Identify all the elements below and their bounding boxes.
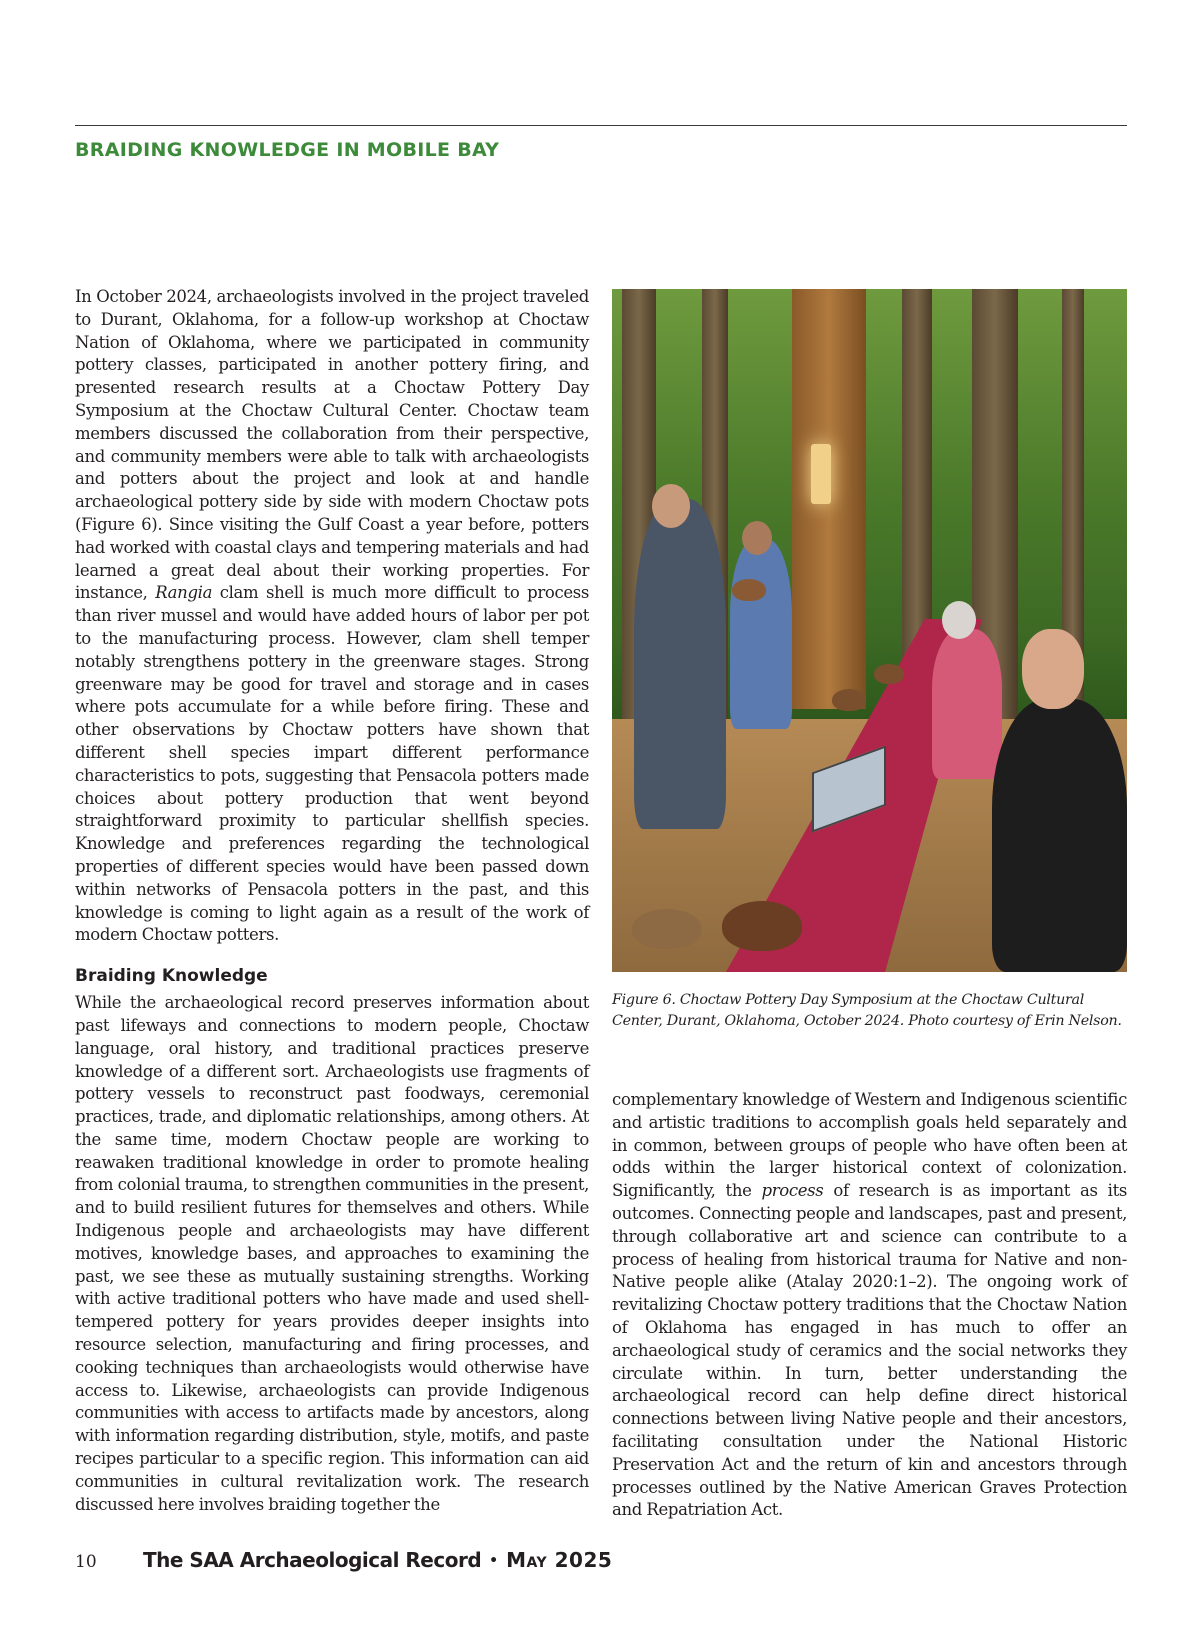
paragraph-text: clam shell is much more difficult to process than river mussel and would have added hours of labor per pot to the manufacturing process. However, clam shell temper notably strengthens pottery in the greenware stages. Strong greenware may be good for travel and storage and in cases where pots accumulate for a while before firing. These and other observations by Choctaw potters have shown that different shell species impart different performance characteristics to pots, suggesting that Pensacola potters made choices about pottery production that went beyond straightforward proximity to particular shellfish species. Knowledge and preferences regarding the technological properties of different species would have been passed down within networks of Pensacola potters in the past, and this knowledge is coming to light again as a result of the work of modern Choctaw potters.	[75, 583, 589, 945]
page-footer	[75, 1548, 612, 1572]
person-head	[942, 601, 976, 639]
person	[932, 629, 1002, 779]
header-rule	[75, 125, 1127, 126]
page-number: 10	[75, 1552, 97, 1572]
paragraph-text: In October 2024, archaeologists involved in the project traveled to Durant, Oklahoma, for a follow-up workshop at Choctaw Nation of Oklahoma, where we participated in community pottery classes, participated in another pottery firing, and presented research results at a Choctaw Pottery Day Symposium at the Choctaw Cultural Center. Choctaw team members discussed the collaboration from their perspective, and community members were able to talk with archaeologists and potters about the project and look at and handle archaeological pottery side by side with modern Choctaw pots (Figure 6). Since visiting the Gulf Coast a year before, potters had worked with coastal clays and tempering materials and had learned a great deal about their working properties. For instance,	[75, 287, 589, 603]
pottery-vessel	[832, 689, 866, 711]
italic-term: Rangia	[155, 583, 213, 603]
pottery-vessel	[732, 579, 766, 601]
body-paragraph-2: While the archaeological record preserves information about past lifeways and connections to modern people, Choctaw language, oral history, and traditional practices preserve knowledge of a different sort. Archaeologists use fragments of pottery vessels to reconstruct past foodways, ceremonial practices, trade, and diplomatic relationships, among others. At the same time, modern Choctaw people are working to reawaken traditional knowledge in order to promote healing from colonial trauma, to strengthen communities in the present, and to build resilient futures for themselves and others. While Indigenous people and archaeologists may have different motives, knowledge bases, and approaches to examining the past, we see these as mutually sustaining strengths. Working with active traditional potters who have made and used shell-tempered pottery for years provides deeper insights into resource selection, manufacturing and firing processes, and cooking techniques than archaeologists would otherwise have access to. Likewise, archaeologists can provide Indigenous communities with access to artifacts made by ancestors, along with information regarding distribution, style, motifs, and paste recipes particular to a specific region. This information can aid communities in cultural revitalization work. The research discussed here involves braiding together the	[75, 993, 589, 1514]
publication-title: The SAA Archaeological Record	[143, 1548, 482, 1572]
pottery-vessel	[722, 901, 802, 951]
running-head: BRAIDING KNOWLEDGE IN MOBILE BAY	[75, 139, 500, 161]
person	[634, 499, 726, 829]
issue-date: May 2025	[506, 1548, 613, 1572]
pottery-vessel	[632, 909, 702, 949]
right-column	[612, 1089, 1127, 1522]
person-head	[1022, 629, 1084, 709]
figure-caption: Figure 6. Choctaw Pottery Day Symposium at the Choctaw Cultural Center, Durant, Oklahoma, October 2024. Photo courtesy of Erin Nelson.	[612, 992, 1122, 1029]
section-heading: Braiding Knowledge	[75, 966, 268, 987]
person-head	[742, 521, 772, 555]
paragraph-text: of research is as important as its outcomes. Connecting people and landscapes, past and present, through collaborative art and science can contribute to a process of healing from historical trauma for Native and non-Native people alike (Atalay 2020:1–2). The ongoing work of revitalizing Choctaw pottery traditions that the Choctaw Nation of Oklahoma has engaged in has much to offer an archaeological study of ceramics and the social networks they circulate within. In turn, better understanding the archaeological record can help define direct historical connections between living Native people and their ancestors, facilitating consultation under the National Historic Preservation Act and the return of kin and ancestors through processes outlined by the Native American Graves Protection and Repatriation Act.	[612, 1181, 1127, 1520]
italic-term: process	[761, 1181, 824, 1201]
left-column	[75, 286, 589, 1516]
body-paragraph-1	[75, 286, 589, 947]
body-paragraph-3	[612, 1089, 1127, 1522]
footer-separator: •	[489, 1553, 499, 1569]
paragraph-text: complementary knowledge of Western and Indigenous scientific and artistic traditions to accomplish goals held separately and in common, between groups of people who have often been at odds within the larger historical context of colonization. Significantly, the	[612, 1090, 1127, 1201]
wall-lamp	[811, 444, 831, 504]
person	[992, 699, 1127, 972]
pottery-vessel	[874, 664, 904, 684]
person	[730, 539, 792, 729]
person-head	[652, 484, 690, 528]
figure	[612, 289, 1127, 1032]
figure-photo	[612, 289, 1127, 972]
